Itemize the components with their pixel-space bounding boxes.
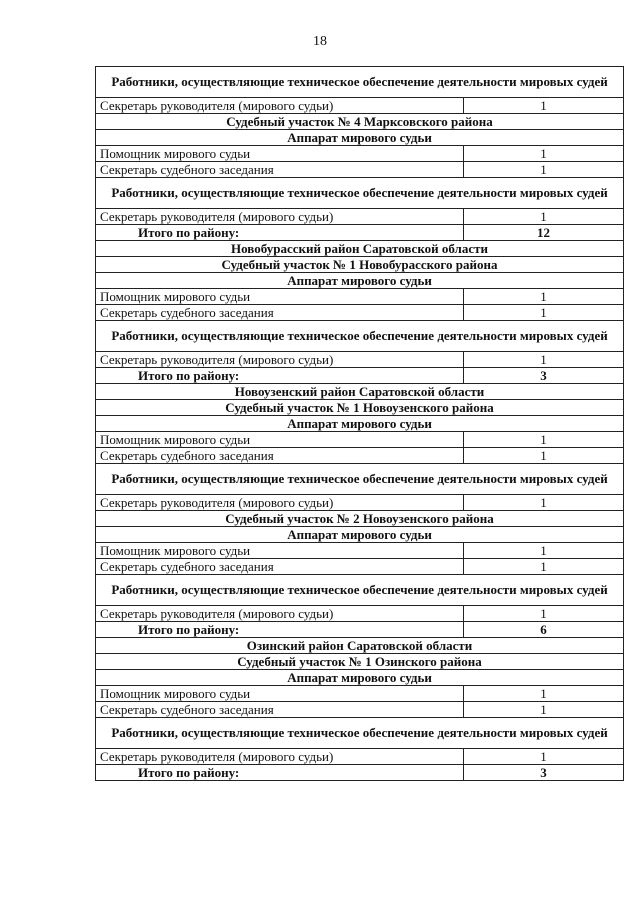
position-name: Секретарь руководителя (мирового судьи) [96,352,464,368]
position-name: Помощник мирового судьи [96,543,464,559]
position-count: 1 [464,448,624,464]
staffing-table [95,66,624,781]
position-name: Секретарь судебного заседания [96,448,464,464]
section-header-row [96,654,624,670]
position-count: 1 [464,702,624,718]
section-header-row [96,257,624,273]
position-count: 1 [464,543,624,559]
position-count: 1 [464,305,624,321]
section-header-row [96,400,624,416]
position-count: 1 [464,352,624,368]
section-header: Судебный участок № 1 Новобурасского района [96,257,624,273]
section-header: Работники, осуществляющие техническое обеспечение деятельности мировых судей [96,575,624,606]
section-header-row [96,511,624,527]
section-header: Озинский район Саратовской области [96,638,624,654]
position-count: 1 [464,432,624,448]
position-count: 1 [464,606,624,622]
position-row [96,543,624,559]
position-row [96,209,624,225]
section-header: Работники, осуществляющие техническое обеспечение деятельности мировых судей [96,464,624,495]
position-row [96,559,624,575]
section-header-row [96,718,624,749]
total-count: 12 [464,225,624,241]
section-header-row [96,384,624,400]
section-header-row [96,67,624,98]
section-header: Работники, осуществляющие техническое обеспечение деятельности мировых судей [96,321,624,352]
position-name: Секретарь руководителя (мирового судьи) [96,495,464,511]
section-header-row [96,575,624,606]
section-header: Судебный участок № 1 Озинского района [96,654,624,670]
section-header: Работники, осуществляющие техническое обеспечение деятельности мировых судей [96,67,624,98]
position-name: Секретарь судебного заседания [96,162,464,178]
page-number: 18 [313,34,327,49]
position-row [96,432,624,448]
section-header-row [96,130,624,146]
district-total-row [96,368,624,384]
section-header-row [96,114,624,130]
position-name: Помощник мирового судьи [96,432,464,448]
section-header: Новобурасский район Саратовской области [96,241,624,257]
total-label: Итого по району: [96,368,464,384]
position-name: Помощник мирового судьи [96,289,464,305]
total-label: Итого по району: [96,225,464,241]
section-header: Новоузенский район Саратовской области [96,384,624,400]
position-row [96,352,624,368]
position-count: 1 [464,98,624,114]
total-count: 3 [464,765,624,781]
position-row [96,495,624,511]
position-count: 1 [464,289,624,305]
section-header: Судебный участок № 4 Марксовского района [96,114,624,130]
section-header-row [96,178,624,209]
total-count: 6 [464,622,624,638]
total-count: 3 [464,368,624,384]
position-name: Помощник мирового судьи [96,686,464,702]
position-row [96,448,624,464]
section-header: Аппарат мирового судьи [96,130,624,146]
section-header-row [96,638,624,654]
position-count: 1 [464,559,624,575]
position-name: Секретарь судебного заседания [96,559,464,575]
total-label: Итого по району: [96,765,464,781]
section-header: Работники, осуществляющие техническое обеспечение деятельности мировых судей [96,178,624,209]
section-header: Судебный участок № 2 Новоузенского района [96,511,624,527]
position-count: 1 [464,495,624,511]
section-header-row [96,273,624,289]
section-header-row [96,241,624,257]
district-total-row [96,225,624,241]
section-header-row [96,670,624,686]
position-row [96,686,624,702]
position-count: 1 [464,749,624,765]
section-header-row [96,416,624,432]
position-row [96,146,624,162]
district-total-row [96,622,624,638]
district-total-row [96,765,624,781]
section-header: Работники, осуществляющие техническое обеспечение деятельности мировых судей [96,718,624,749]
position-name: Секретарь руководителя (мирового судьи) [96,209,464,225]
section-header: Судебный участок № 1 Новоузенского района [96,400,624,416]
position-name: Секретарь руководителя (мирового судьи) [96,606,464,622]
section-header: Аппарат мирового судьи [96,527,624,543]
section-header-row [96,527,624,543]
position-name: Секретарь судебного заседания [96,305,464,321]
position-count: 1 [464,146,624,162]
position-count: 1 [464,162,624,178]
section-header: Аппарат мирового судьи [96,273,624,289]
position-row [96,98,624,114]
total-label: Итого по району: [96,622,464,638]
position-count: 1 [464,209,624,225]
position-row [96,162,624,178]
position-name: Помощник мирового судьи [96,146,464,162]
position-name: Секретарь руководителя (мирового судьи) [96,98,464,114]
position-row [96,289,624,305]
section-header-row [96,321,624,352]
section-header: Аппарат мирового судьи [96,416,624,432]
staffing-table-body [96,67,624,781]
position-row [96,702,624,718]
position-name: Секретарь судебного заседания [96,702,464,718]
position-count: 1 [464,686,624,702]
position-name: Секретарь руководителя (мирового судьи) [96,749,464,765]
position-row [96,606,624,622]
section-header-row [96,464,624,495]
position-row [96,749,624,765]
position-row [96,305,624,321]
section-header: Аппарат мирового судьи [96,670,624,686]
